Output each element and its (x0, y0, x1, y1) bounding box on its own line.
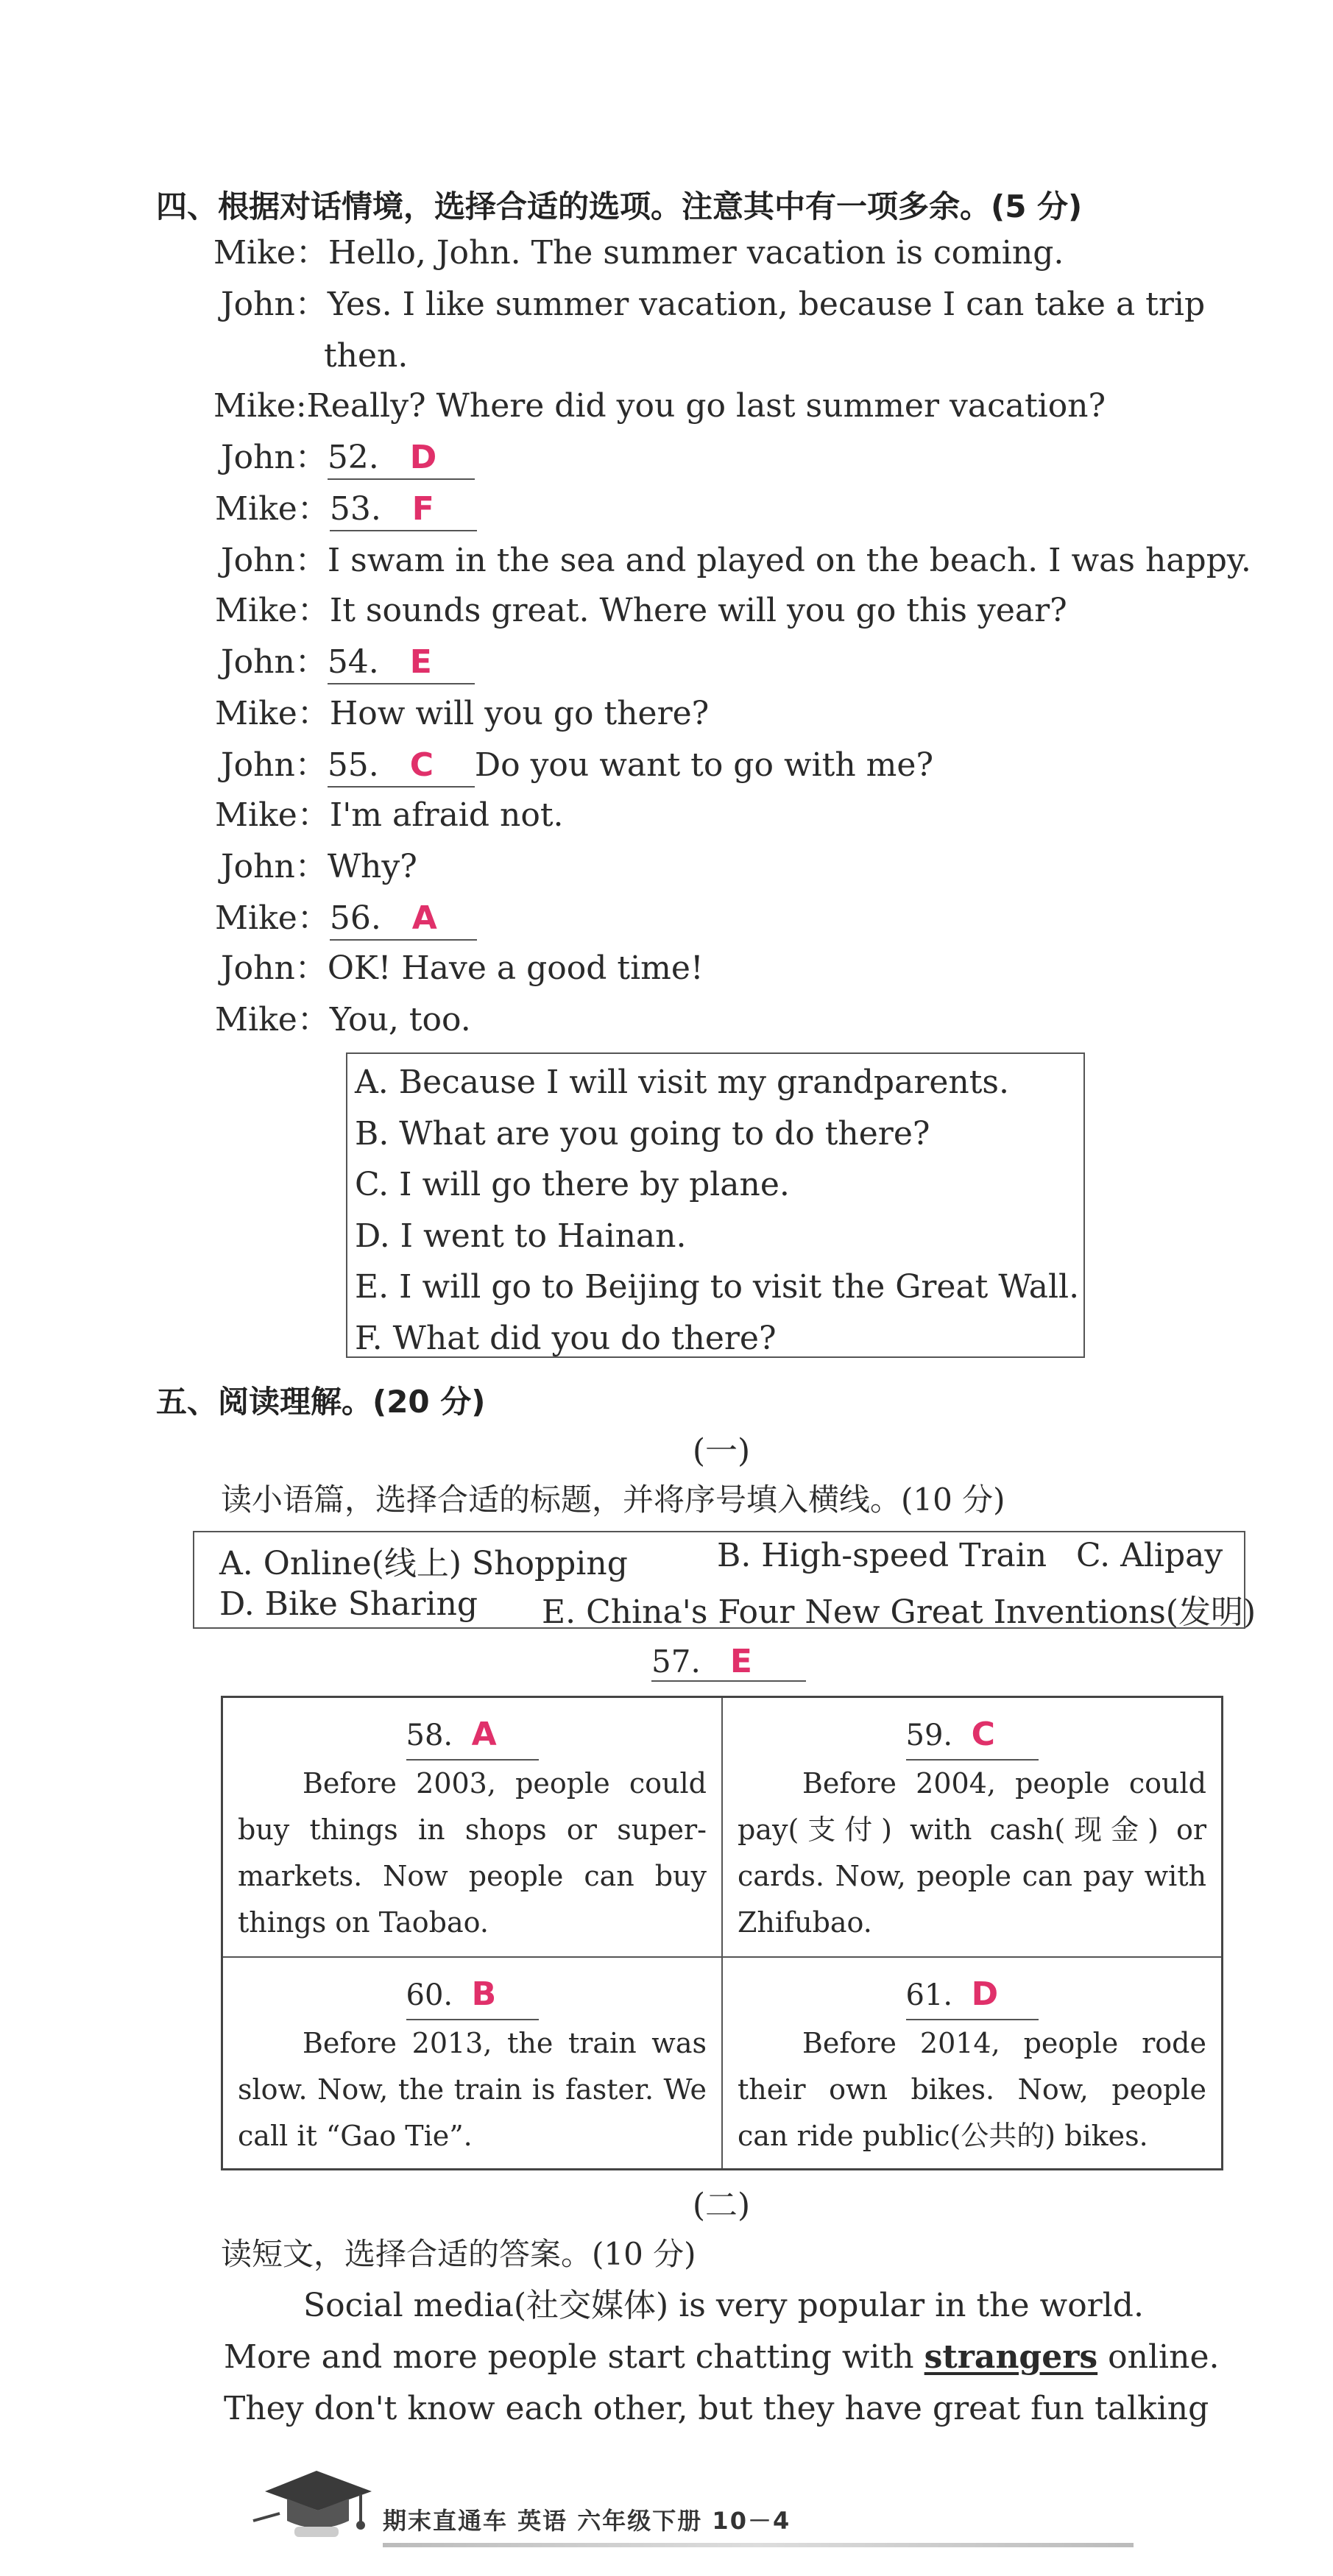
title-c: C. Alipay (1076, 1537, 1223, 1574)
part2-instruction: 读短文，选择合适的答案。(10 分) (221, 2236, 696, 2272)
dialogue-line: Mike：It sounds great. Where will you go this year? (215, 592, 1067, 629)
title-e: E. China's Four New Great Inventions(发明) (542, 1593, 1256, 1631)
titles-box (193, 1531, 1256, 1631)
dialogue-line: Mike：Hello, John. The summer vacation is coming. (213, 234, 1064, 272)
dialogue-line: John：I swam in the sea and played on the beach. I was happy. (221, 542, 1251, 579)
table-cell: 58. A Before 2003, people could buy things in shops or super-markets. Now people can buy things on Taobao. (222, 1697, 723, 1958)
answer-blank[interactable]: 53. F (330, 489, 477, 531)
answer-blank[interactable]: 58. A (406, 1711, 539, 1761)
answer-blank[interactable]: 61. D (906, 1971, 1039, 2020)
dialogue-line: Mike：I'm afraid not. (215, 796, 564, 834)
options-box (346, 1052, 1085, 1358)
dialogue-line: Mike:Really? Where did you go last summer vacation? (213, 387, 1106, 425)
graduation-cap-icon (250, 2462, 383, 2543)
passage-line: Social media(社交媒体) is very popular in the world. (303, 2287, 1144, 2324)
answer-blank[interactable]: 59. C (906, 1711, 1039, 1761)
dialogue-line: then. (324, 337, 409, 375)
dialogue-line: John：Why? (221, 848, 417, 885)
option-f: F. What did you do there? (355, 1319, 777, 1357)
part1-instruction: 读小语篇，选择合适的标题，并将序号填入横线。(10 分) (221, 1482, 1005, 1518)
option-d: D. I went to Hainan. (355, 1217, 687, 1255)
answer-blank[interactable]: 54. E (328, 642, 475, 684)
passage-line: They don't know each other, but they have great fun talking (224, 2390, 1209, 2427)
dialogue-line: Mike：How will you go there? (215, 695, 710, 732)
dialogue-line: Mike：You, too. (215, 1001, 471, 1038)
passage-line: More and more people start chatting with strangers online. (224, 2338, 1220, 2376)
answer-blank[interactable]: 56. A (330, 898, 477, 941)
footer-rule (383, 2543, 1134, 2547)
dialogue-line-blank: John：54. E (221, 642, 475, 684)
title-d: D. Bike Sharing (219, 1585, 478, 1623)
answer-blank[interactable]: 57. E (651, 1643, 806, 1682)
answer-blank[interactable]: 55. C (328, 745, 475, 788)
option-e: E. I will go to Beijing to visit the Great Wall. (355, 1268, 1080, 1306)
dialogue-line-blank: John：55. C Do you want to go with me? (221, 745, 933, 788)
dialogue-line: John：OK! Have a good time! (221, 949, 704, 987)
title-a: A. Online(线上) Shopping (219, 1545, 628, 1582)
dialogue-line-blank: Mike：56. A (215, 898, 477, 941)
footer-text: 期末直通车 英语 六年级下册 10－4 (383, 2507, 791, 2535)
option-a: A. Because I will visit my grandparents. (355, 1064, 1009, 1101)
key-word: strangers (924, 2338, 1098, 2376)
part2-label: (二) (692, 2187, 751, 2224)
option-b: B. What are you going to do there? (355, 1114, 930, 1153)
part1-label: (一) (692, 1432, 751, 1470)
inventions-table (221, 1696, 1223, 2170)
main-answer-line (640, 1643, 817, 1682)
table-cell: 60. B Before 2013, the train was slow. Now, the train is faster. We call it “Gao Tie”. (222, 1957, 723, 2169)
dialogue-line-blank: Mike：53. F (215, 489, 477, 531)
option-c: C. I will go there by plane. (355, 1166, 790, 1203)
section5-heading: 五、阅读理解。(20 分) (156, 1384, 486, 1420)
table-cell: 61. D Before 2014, people rode their own bikes. Now, people can ride public(公共的) bikes. (722, 1957, 1223, 2169)
section4-heading: 四、根据对话情境，选择合适的选项。注意其中有一项多余。(5 分) (156, 188, 1083, 224)
answer-blank[interactable]: 52. D (328, 437, 475, 480)
answer-blank[interactable]: 60. B (406, 1971, 539, 2020)
title-b: B. High-speed Train (717, 1537, 1047, 1574)
table-cell: 59. C Before 2004, people could pay(支付) with cash(现金) or cards. Now, people can pay with Zhifubao. (722, 1697, 1223, 1958)
dialogue-line-blank: John：52. D (221, 437, 475, 480)
dialogue-line: John：Yes. I like summer vacation, because I can take a trip (221, 286, 1206, 323)
